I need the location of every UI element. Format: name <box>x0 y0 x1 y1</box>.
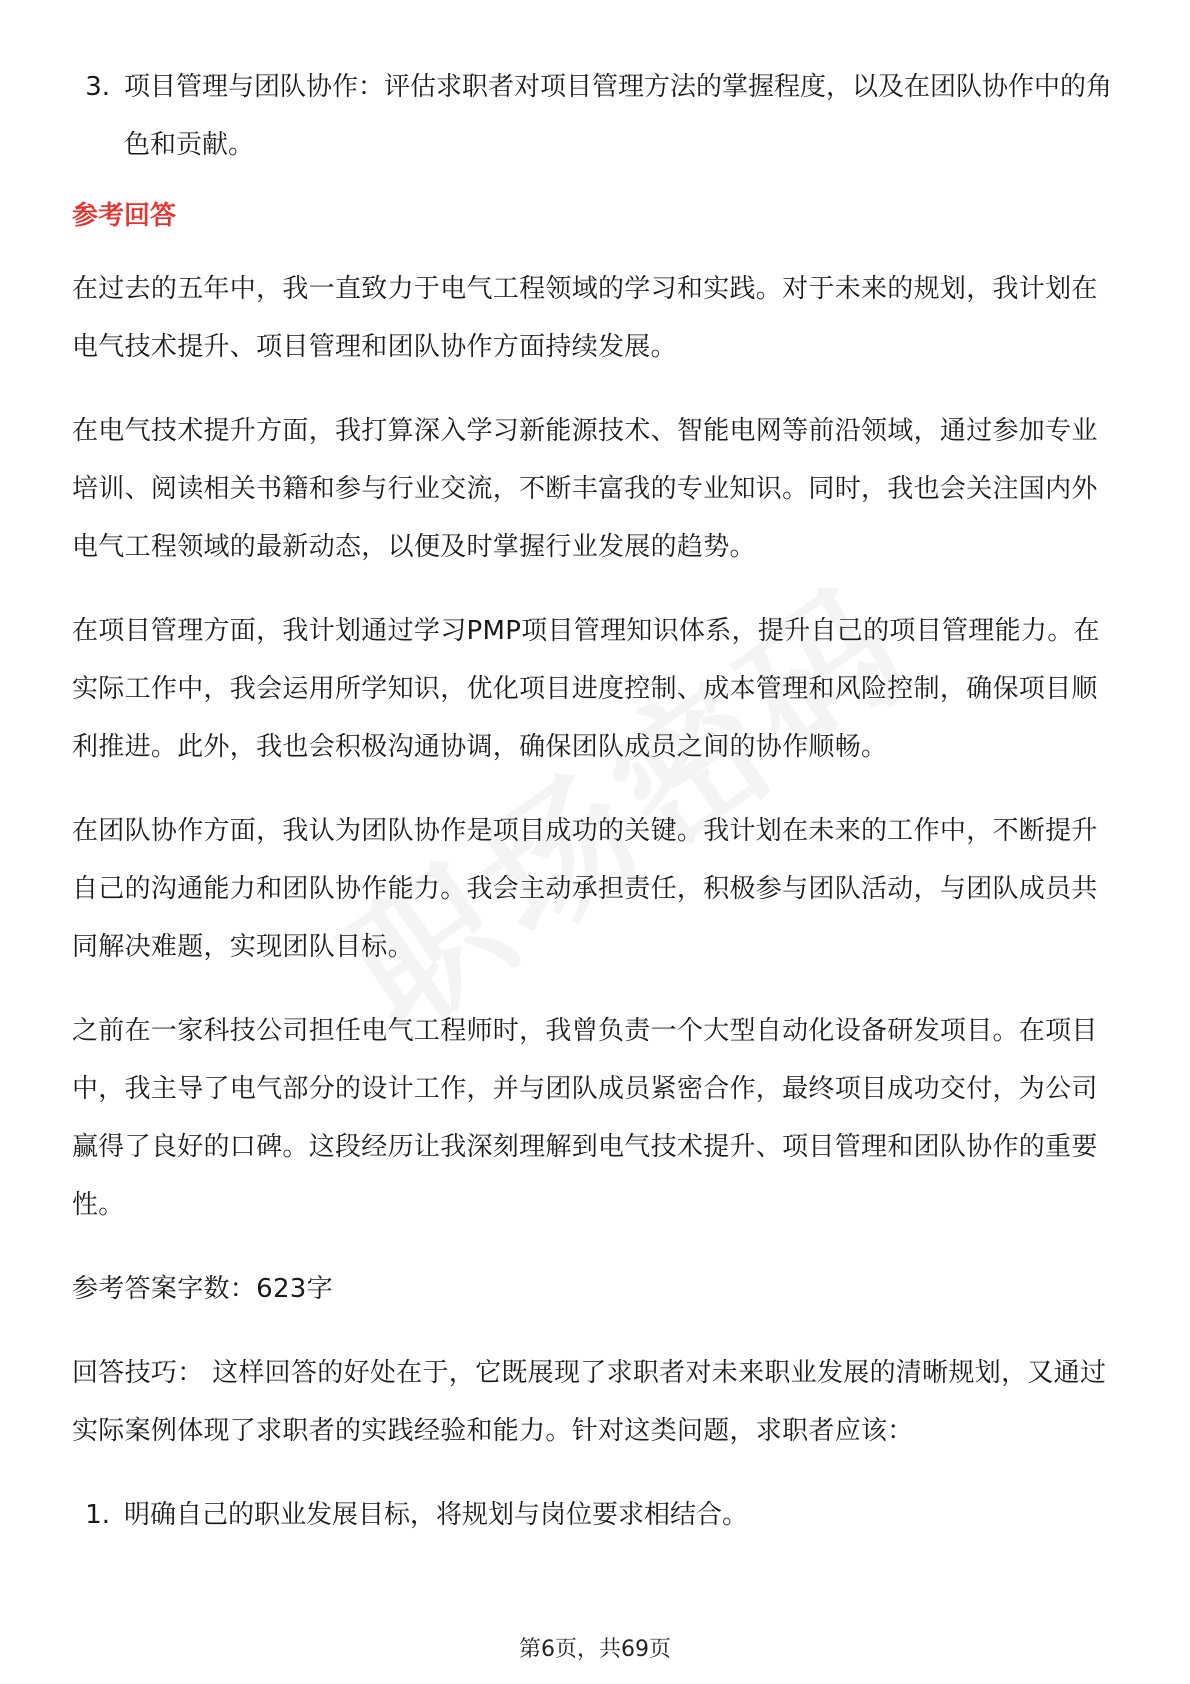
list-number: 3. <box>85 72 110 102</box>
list-number: 1. <box>85 1500 110 1530</box>
paragraph-5: 之前在一家科技公司担任电气工程师时，我曾负责一个大型自动化设备研发项目。在项目中，我主导了电气部分的设计工作，并与团队成员紧密合作，最终项目成功交付，为公司赢得了良好的口碑。这段经历让我深刻理解到电气技术提升、项目管理和团队协作的重要性。 <box>72 1016 1098 1220</box>
paragraph-2: 在电气技术提升方面，我打算深入学习新能源技术、智能电网等前沿领域，通过参加专业培训、阅读相关书籍和参与行业交流，不断丰富我的专业知识。同时，我也会关注国内外电气工程领域的最新动态，以便及时掌握行业发展的趋势。 <box>72 416 1098 562</box>
paragraph-4: 在团队协作方面，我认为团队协作是项目成功的关键。我计划在未来的工作中，不断提升自己的沟通能力和团队协作能力。我会主动承担责任，积极参与团队活动，与团队成员共同解决难题，实现团队目标。 <box>72 816 1098 962</box>
list-text: 项目管理与团队协作：评估求职者对项目管理方法的掌握程度，以及在团队协作中的角色和贡献。 <box>124 72 1113 160</box>
page-content <box>72 58 1122 1544</box>
list-item-1 <box>72 1486 1122 1544</box>
word-count: 参考答案字数：623字 <box>72 1274 333 1304</box>
answer-tips: 回答技巧： 这样回答的好处在于，它既展现了求职者对未来职业发展的清晰规划，又通过实际案例体现了求职者的实践经验和能力。针对这类问题，求职者应该： <box>72 1358 1107 1446</box>
page-footer: 第6页，共69页 <box>519 1637 671 1662</box>
paragraph-3: 在项目管理方面，我计划通过学习PMP项目管理知识体系，提升自己的项目管理能力。在实际工作中，我会运用所学知识，优化项目进度控制、成本管理和风险控制，确保项目顺利推进。此外，我也会积极沟通协调，确保团队成员之间的协作顺畅。 <box>72 616 1100 762</box>
paragraph-1: 在过去的五年中，我一直致力于电气工程领域的学习和实践。对于未来的规划，我计划在电气技术提升、项目管理和团队协作方面持续发展。 <box>72 274 1098 362</box>
list-text: 明确自己的职业发展目标，将规划与岗位要求相结合。 <box>124 1500 749 1530</box>
list-item-3 <box>72 58 1122 174</box>
section-heading: 参考回答 <box>72 201 177 231</box>
